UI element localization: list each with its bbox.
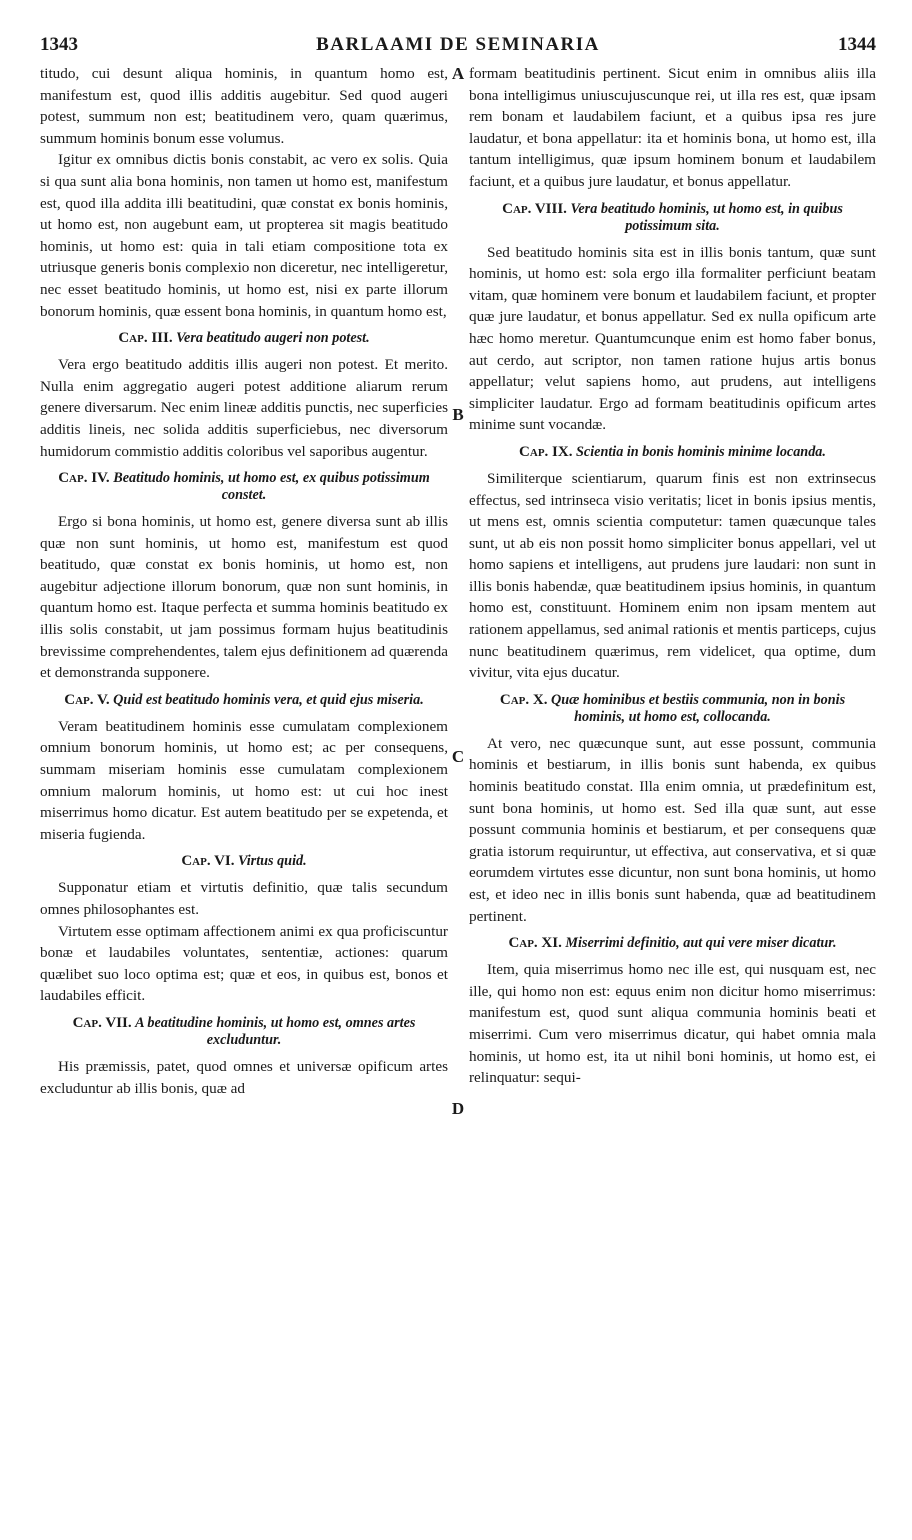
chapter-label: Cap. XI.	[508, 935, 562, 952]
chapter-heading	[469, 444, 876, 461]
paragraph: Virtutem esse optimam affectionem animi ex qua proficiscuntur bonæ et laudabiles voluntates, sententiæ, actiones: quarum quælibet suo loco optima est; quæ et eos, in quibus est, bonos et laudabiles efficit.	[40, 922, 448, 1005]
paragraph: Igitur ex omnibus dictis bonis constabit, ac vero ex solis. Quia si qua sunt alia bona hominis, non tamen ut homo est, manifestum est, quod illa addita illi beatitudini, quæ constat ex bonis hominis, ut homo est, non augebunt eam, ut propterea sit magis beatitudo hominis, ut homo est: quia in tali etiam compositione tota ex utriusque generis bonis complexio non diceretur, nec intelligeretur, nec esset beatitudo hominis, ut homo est, nisi ex parte illorum bonorum hominis, quæ essent bona hominis, in quantum homo est,	[40, 151, 448, 320]
chapter-label: Cap. IV.	[58, 470, 110, 487]
page-number-left: 1343	[40, 34, 78, 55]
chapter-title: Vera beatitudo hominis, ut homo est, in quibus potissimum sita.	[570, 200, 843, 234]
chapter-label: Cap. IX.	[519, 443, 573, 460]
chapter-label: Cap. VIII.	[502, 200, 567, 217]
left-column	[40, 63, 448, 1099]
chapter-title: Quid est beatitudo hominis vera, et quid ejus miseria.	[113, 691, 424, 708]
margin-marker-d: D	[451, 1099, 465, 1118]
paragraph: formam beatitudinis pertinent. Sicut enim in omnibus aliis illa bona intelligimus uniuscujuscunque rei, ut illa res est, quæ ipsam rem bonam et laudabilem faciunt, et a quibus ipsa res jure laudatur, et bona appellatur: ita et hominis bona, ut homo est, illa tantum intelligimus, quæ ipsum hominem bonum et laudabilem faciunt, et a quibus jure laudatur, et bonus appellatur.	[469, 65, 876, 190]
margin-marker-a: A	[451, 64, 465, 83]
paragraph: titudo, cui desunt aliqua hominis, in quantum homo est, manifestum est, quod illis additis augebitur. Sed quod augeri potest, summum non est; beatitudinem vero, quam quærimus, summum hominis bonum esse volumus.	[40, 65, 448, 147]
right-column	[469, 63, 876, 1089]
chapter-title: Beatitudo hominis, ut homo est, ex quibus potissimum constet.	[113, 470, 430, 504]
paragraph: At vero, nec quæcunque sunt, aut esse possunt, communia hominis et bestiarum, in illis bonis sunt habenda, ex quibus hominis beatitudo constat. Illa enim omnia, ut prædefinitum est, sunt bona hominis, ut homo est. Sed illa quæ sunt, aut esse possunt communia hominis et bestiarum, et per consequens quæ gratia istorum requiruntur, ut effectiva, aut conservativa, et si quæ eorumdem virtutes esse dicuntur, non sunt bona hominis, ut homo est, et ideo nec in illis bonis sunt habenda, quæ ad beatitudinem pertinent.	[469, 734, 876, 925]
paragraph: Vera ergo beatitudo additis illis augeri non potest. Et merito. Nulla enim aggregatio augeri potest additione aliarum rerum genere diversarum. Nec enim lineæ additis punctis, nec superficies additis lineis, nec solida additis superficiebus, nec diversorum humidorum commistio additis coloribus vel saporibus augentur.	[40, 356, 448, 460]
chapter-label: Cap. V.	[64, 691, 110, 708]
chapter-heading	[40, 330, 448, 347]
page-header	[40, 34, 876, 60]
chapter-title: Miserrimi definitio, aut qui vere miser dicatur.	[565, 935, 837, 952]
running-title: BARLAAMI DE SEMINARIA	[316, 34, 600, 55]
chapter-label: Cap. X.	[499, 691, 548, 708]
chapter-title: Virtus quid.	[238, 853, 307, 870]
chapter-heading	[40, 853, 448, 870]
chapter-heading	[469, 692, 876, 726]
chapter-title: A beatitudine hominis, ut homo est, omnes artes excluduntur.	[135, 1014, 416, 1048]
chapter-label: Cap. VI.	[181, 853, 235, 870]
page-number-right: 1344	[838, 34, 876, 55]
paragraph: Supponatur etiam et virtutis definitio, quæ talis secundum omnes philosophantes est.	[40, 879, 448, 918]
chapter-title: Vera beatitudo augeri non potest.	[176, 330, 370, 347]
chapter-heading	[469, 201, 876, 235]
paragraph: Veram beatitudinem hominis esse cumulatam complexionem omnium bonorum hominis, ut homo est; ac per consequens, summam miseriam hominis esse cumulatam complexionem omnium malorum hominis, ut homo est: ut cui hoc inest miserrimus homo dicatur. Est autem beatitudo per se expetenda, et miseria fugienda.	[40, 717, 448, 843]
chapter-heading	[40, 692, 448, 709]
chapter-title: Scientia in bonis hominis minime locanda.	[576, 443, 826, 460]
chapter-heading	[40, 470, 448, 504]
paragraph: Sed beatitudo hominis sita est in illis bonis tantum, quæ sunt hominis, ut homo est: sola ergo illa formaliter perficiunt beatam vitam, quæ hominem vere bonum et laudabilem faciunt, et propter quæ jure laudatur, et bonus appellatur. Sed ex nulla opificum arte hæc homo meretur. Quantumcunque enim est homo faber bonus, aut cerdo, aut scriptor, non tamen ratione hujus artis bonus appellatur; velut sapiens homo, aut prudens, aut intelligens simpliciter laudatur. Ergo ad formam beatitudinis opificum artes minime sunt vocandæ.	[469, 243, 876, 434]
chapter-heading	[469, 935, 876, 952]
paragraph: Similiterque scientiarum, quarum finis est non extrinsecus effectus, sed intrinseca visio veritatis; licet in bonis ipsius mentis, ut mens est, omnis scientia computetur: tamen quæcunque tales sunt, ut ab eis non possit homo simpliciter bonus appellari, vel ut homo sapiens et intelligens, aut prudens jure laudari: non sunt in illis bonis habendæ, quæ beatitudinem ipsius hominis, in quantum homo est, constituunt. Hominem enim non ipsam mentem aut rationem appellamus, sed animal rationis et mentis particeps, cujus nunc beatitudinem quærimus, rem videlicet, qua optime, dum vivitur, vita ejus ducatur.	[469, 469, 876, 682]
margin-marker-c: C	[451, 747, 465, 766]
paragraph: Ergo si bona hominis, ut homo est, genere diversa sunt ab illis quæ non sunt hominis, ut homo est, manifestum est quod beatitudo, quæ constat ex bonis hominis, ut homo est, non augebitur adjectione illorum bonorum, quæ non sunt hominis, in quantum homo est. Itaque perfecta et summa hominis beatitudo ex illis solis constabit, ut jam possimus formam hujus beatitudinis brevissime comprehendentes, talem ejus definitionem ad quærenda et demonstranda supponere.	[40, 513, 448, 682]
chapter-heading	[40, 1015, 448, 1049]
chapter-title: Quæ hominibus et bestiis communia, non in bonis hominis, ut homo est, collocanda.	[551, 691, 846, 725]
chapter-label: Cap. III.	[118, 330, 173, 347]
margin-marker-b: B	[452, 405, 464, 424]
paragraph: Item, quia miserrimus homo nec ille est, qui nusquam est, nec ille, qui homo non est: equus enim non dicitur homo miserrimus: manifestum est, quod sunt aliqua communia hominis beati et miserrimi. Cum vero miserrimus dicatur, qui habet omnia mala hominis, ut homo est, ita ut nihil boni hominis, ut homo est, ei relinquatur: sequi-	[469, 961, 876, 1087]
chapter-label: Cap. VII.	[72, 1014, 132, 1031]
paragraph: His præmissis, patet, quod omnes et universæ opificum artes excluduntur ab illis bonis, quæ ad	[40, 1057, 448, 1097]
